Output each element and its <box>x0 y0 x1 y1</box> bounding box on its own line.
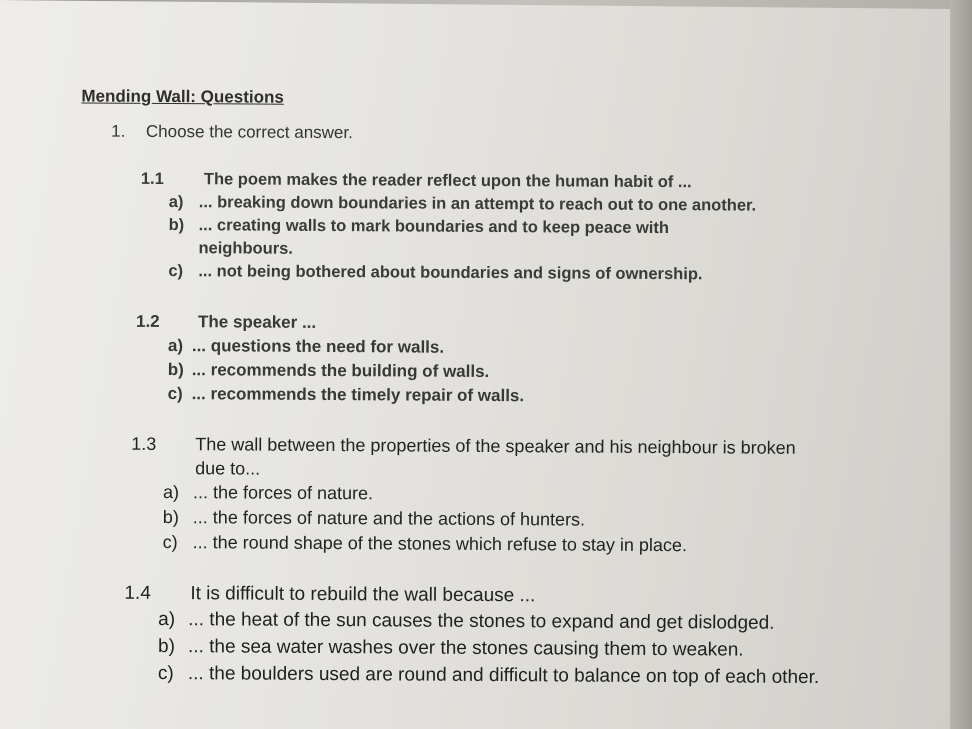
question-text: It is difficult to rebuild the wall because ... <box>190 583 536 607</box>
option-text: ... the round shape of the stones which refuse to stay in place. <box>192 532 688 556</box>
option-text: ... not being bothered about boundaries and signs of ownership. <box>198 262 703 284</box>
option-text: ... the boulders used are round and difficult to balance on top of each other. <box>187 663 820 689</box>
options-list <box>158 606 854 691</box>
question-1-2 <box>136 310 817 410</box>
option-c <box>158 660 854 691</box>
question-number: 1.3 <box>131 433 157 454</box>
question-text: The speaker ... <box>197 312 317 332</box>
option-letter: b) <box>162 507 179 528</box>
option-letter: a) <box>167 336 184 356</box>
page-edge <box>950 0 972 729</box>
question-text: The wall between the properties of the speaker and his neighbour is broken due to... <box>195 434 796 479</box>
option-text: ... the heat of the sun causes the stones to expand and get dislodged. <box>188 609 775 634</box>
option-letter: c) <box>168 262 184 281</box>
option-letter: a) <box>158 608 176 631</box>
option-text: ... breaking down boundaries in an attempt to reach out to one another. <box>198 193 757 215</box>
option-c <box>168 260 840 287</box>
option-b <box>168 214 840 264</box>
option-c <box>168 382 816 410</box>
option-a <box>158 606 854 637</box>
question-1-4 <box>124 582 855 691</box>
option-letter: b) <box>167 360 184 380</box>
option-text: ... questions the need for walls. <box>191 336 445 357</box>
instruction <box>111 122 353 143</box>
option-letter: a) <box>162 482 180 503</box>
option-text: ... the forces of nature. <box>192 482 374 504</box>
question-number: 1.1 <box>140 169 164 189</box>
option-letter: c) <box>157 662 174 685</box>
option-text: ... the sea water washes over the stones causing them to weaken. <box>187 636 744 661</box>
instruction-text: Choose the correct answer. <box>145 121 353 143</box>
option-text: ... creating walls to mark boundaries and to keep peace with neighbours. <box>198 216 670 258</box>
option-c <box>163 530 831 559</box>
option-letter: b) <box>157 635 176 658</box>
option-text: ... recommends the timely repair of walls. <box>191 384 525 406</box>
option-text: ... the forces of nature and the actions of hunters. <box>192 507 586 530</box>
options-list <box>168 334 816 410</box>
question-1-3 <box>131 432 832 559</box>
option-letter: b) <box>168 216 185 235</box>
option-letter: c) <box>167 384 183 404</box>
question-1-1 <box>140 167 841 287</box>
question-text: The poem makes the reader reflect upon the human habit of ... <box>203 170 692 192</box>
options-list <box>168 191 841 287</box>
instruction-number: 1. <box>111 121 126 141</box>
worksheet-title: Mending Wall: Questions <box>81 86 284 107</box>
option-text: ... recommends the building of walls. <box>191 360 490 381</box>
option-letter: c) <box>162 532 178 553</box>
question-number: 1.2 <box>135 311 160 331</box>
question-number: 1.4 <box>124 582 151 604</box>
options-list <box>163 480 831 559</box>
option-b <box>158 633 854 664</box>
option-letter: a) <box>168 193 184 212</box>
